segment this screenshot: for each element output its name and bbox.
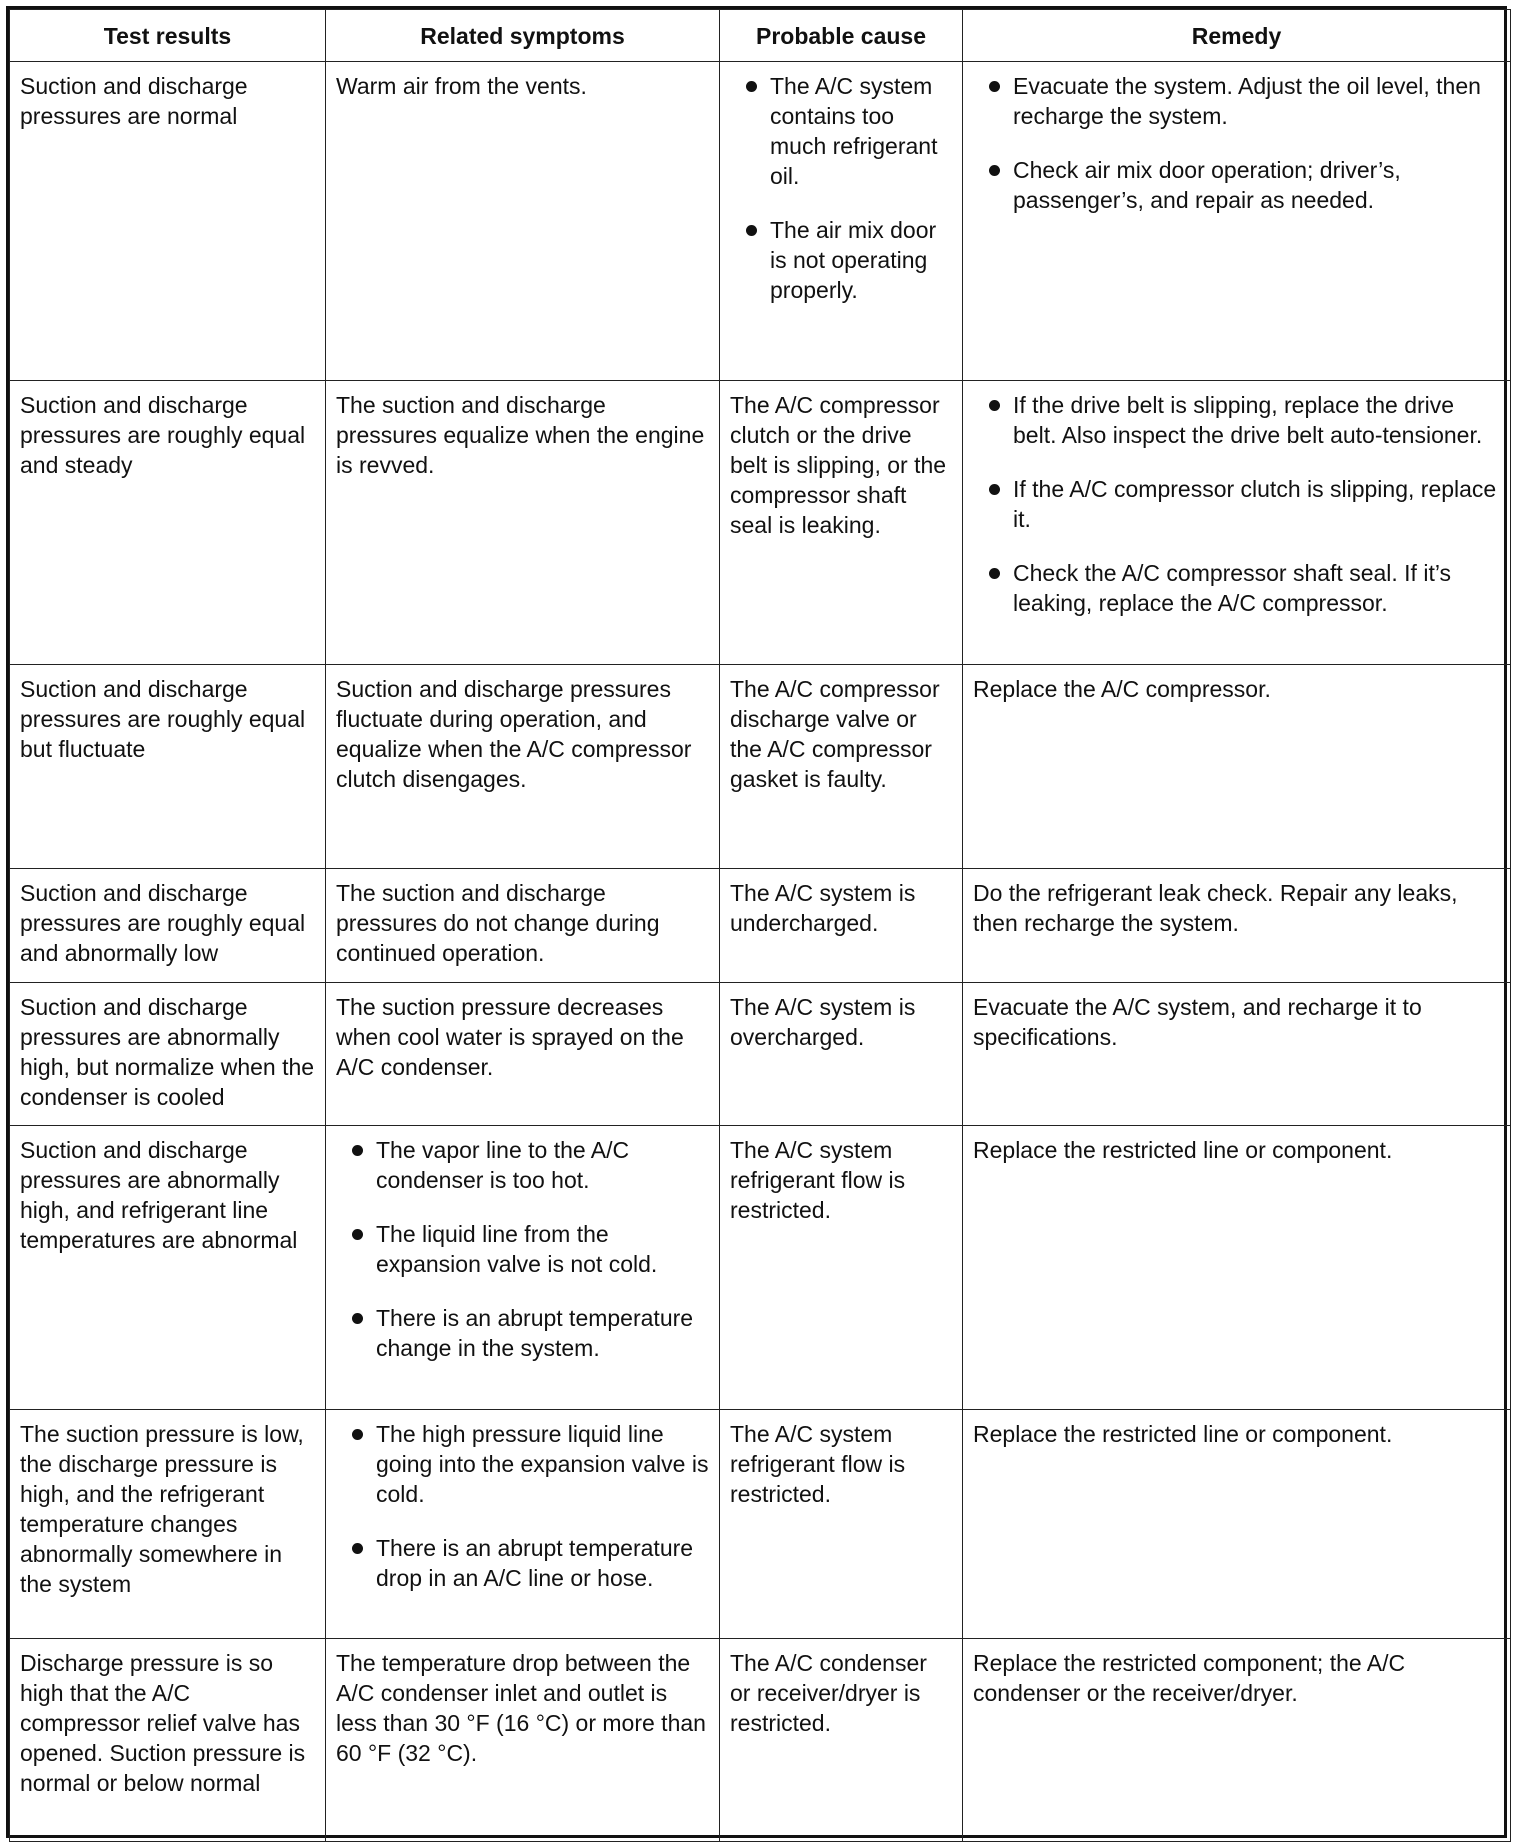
symptoms-cell: The temperature drop between the A/C condenser inlet and outlet is less than 30 °F (16 °C) or more than 60 °F (32 °C). xyxy=(326,1639,720,1842)
remedy-cell: Do the refrigerant leak check. Repair any leaks, then recharge the system. xyxy=(963,869,1511,983)
symptoms-cell: The suction and discharge pressures do not change during continued operation. xyxy=(326,869,720,983)
symptom-item: There is an abrupt temperature change in the system. xyxy=(336,1303,709,1363)
cause-cell: The A/C system refrigerant flow is restricted. xyxy=(720,1410,963,1639)
test-result-cell: Suction and discharge pressures are roughly equal but fluctuate xyxy=(10,665,326,869)
bullet-icon xyxy=(746,81,757,92)
ac-troubleshooting-table xyxy=(9,9,1511,1842)
table-row xyxy=(10,1410,1511,1639)
symptom-item: There is an abrupt temperature drop in an A/C line or hose. xyxy=(336,1533,709,1593)
table-row xyxy=(10,62,1511,381)
cause-cell: The A/C condenser or receiver/dryer is restricted. xyxy=(720,1639,963,1842)
symptom-item: The high pressure liquid line going into the expansion valve is cold. xyxy=(336,1419,709,1509)
test-result-cell: Suction and discharge pressures are roughly equal and abnormally low xyxy=(10,869,326,983)
cause-cell: The A/C system is undercharged. xyxy=(720,869,963,983)
remedy-cell xyxy=(963,381,1511,665)
test-result-cell: The suction pressure is low, the discharge pressure is high, and the refrigerant temperature changes abnormally somewhere in the system xyxy=(10,1410,326,1639)
symptom-item: The liquid line from the expansion valve is not cold. xyxy=(336,1219,709,1279)
test-result-cell: Suction and discharge pressures are abnormally high, and refrigerant line temperatures are abnormal xyxy=(10,1126,326,1410)
table-row xyxy=(10,1639,1511,1842)
remedy-cell: Replace the A/C compressor. xyxy=(963,665,1511,869)
table-row xyxy=(10,665,1511,869)
header-probable-cause: Probable cause xyxy=(720,10,963,62)
test-result-cell: Suction and discharge pressures are normal xyxy=(10,62,326,381)
cause-cell: The A/C compressor discharge valve or the A/C compressor gasket is faulty. xyxy=(720,665,963,869)
symptoms-cell xyxy=(326,1126,720,1410)
remedy-item: If the A/C compressor clutch is slipping, replace it. xyxy=(973,474,1500,534)
header-related-symptoms: Related symptoms xyxy=(326,10,720,62)
test-result-cell: Suction and discharge pressures are abnormally high, but normalize when the condenser is cooled xyxy=(10,983,326,1126)
remedy-cell: Evacuate the A/C system, and recharge it to specifications. xyxy=(963,983,1511,1126)
remedy-cell: Replace the restricted line or component. xyxy=(963,1126,1511,1410)
remedy-item: Evacuate the system. Adjust the oil level, then recharge the system. xyxy=(973,71,1500,131)
remedy-cell xyxy=(963,62,1511,381)
header-row xyxy=(10,10,1511,62)
remedy-item: If the drive belt is slipping, replace the drive belt. Also inspect the drive belt auto-tensioner. xyxy=(973,390,1500,450)
table-row xyxy=(10,869,1511,983)
bullet-icon xyxy=(989,568,1000,579)
cause-cell: The A/C compressor clutch or the drive belt is slipping, or the compressor shaft seal is leaking. xyxy=(720,381,963,665)
table-row xyxy=(10,1126,1511,1410)
bullet-icon xyxy=(352,1429,363,1440)
symptoms-cell xyxy=(326,1410,720,1639)
cause-cell: The A/C system is overcharged. xyxy=(720,983,963,1126)
cause-cell: The A/C system refrigerant flow is restricted. xyxy=(720,1126,963,1410)
bullet-icon xyxy=(352,1543,363,1554)
remedy-item: Check the A/C compressor shaft seal. If it’s leaking, replace the A/C compressor. xyxy=(973,558,1500,618)
bullet-icon xyxy=(989,165,1000,176)
remedy-cell: Replace the restricted component; the A/C condenser or the receiver/dryer. xyxy=(963,1639,1511,1842)
cause-cell xyxy=(720,62,963,381)
symptom-item: The vapor line to the A/C condenser is too hot. xyxy=(336,1135,709,1195)
bullet-icon xyxy=(989,484,1000,495)
test-result-cell: Discharge pressure is so high that the A/C compressor relief valve has opened. Suction pressure is normal or below normal xyxy=(10,1639,326,1842)
table-row xyxy=(10,381,1511,665)
bullet-icon xyxy=(352,1229,363,1240)
bullet-icon xyxy=(352,1313,363,1324)
bullet-icon xyxy=(989,81,1000,92)
symptoms-cell: Warm air from the vents. xyxy=(326,62,720,381)
cause-item: The A/C system contains too much refrigerant oil. xyxy=(730,71,952,191)
table-row xyxy=(10,983,1511,1126)
symptoms-cell: The suction pressure decreases when cool water is sprayed on the A/C condenser. xyxy=(326,983,720,1126)
bullet-icon xyxy=(352,1145,363,1156)
remedy-item: Check air mix door operation; driver’s, passenger’s, and repair as needed. xyxy=(973,155,1500,215)
header-test-results: Test results xyxy=(10,10,326,62)
symptoms-cell: The suction and discharge pressures equalize when the engine is revved. xyxy=(326,381,720,665)
bullet-icon xyxy=(746,225,757,236)
symptoms-cell: Suction and discharge pressures fluctuate during operation, and equalize when the A/C compressor clutch disengages. xyxy=(326,665,720,869)
cause-item: The air mix door is not operating properly. xyxy=(730,215,952,305)
remedy-cell: Replace the restricted line or component. xyxy=(963,1410,1511,1639)
header-remedy: Remedy xyxy=(963,10,1511,62)
bullet-icon xyxy=(989,400,1000,411)
test-result-cell: Suction and discharge pressures are roughly equal and steady xyxy=(10,381,326,665)
troubleshooting-table-frame xyxy=(6,6,1507,1838)
